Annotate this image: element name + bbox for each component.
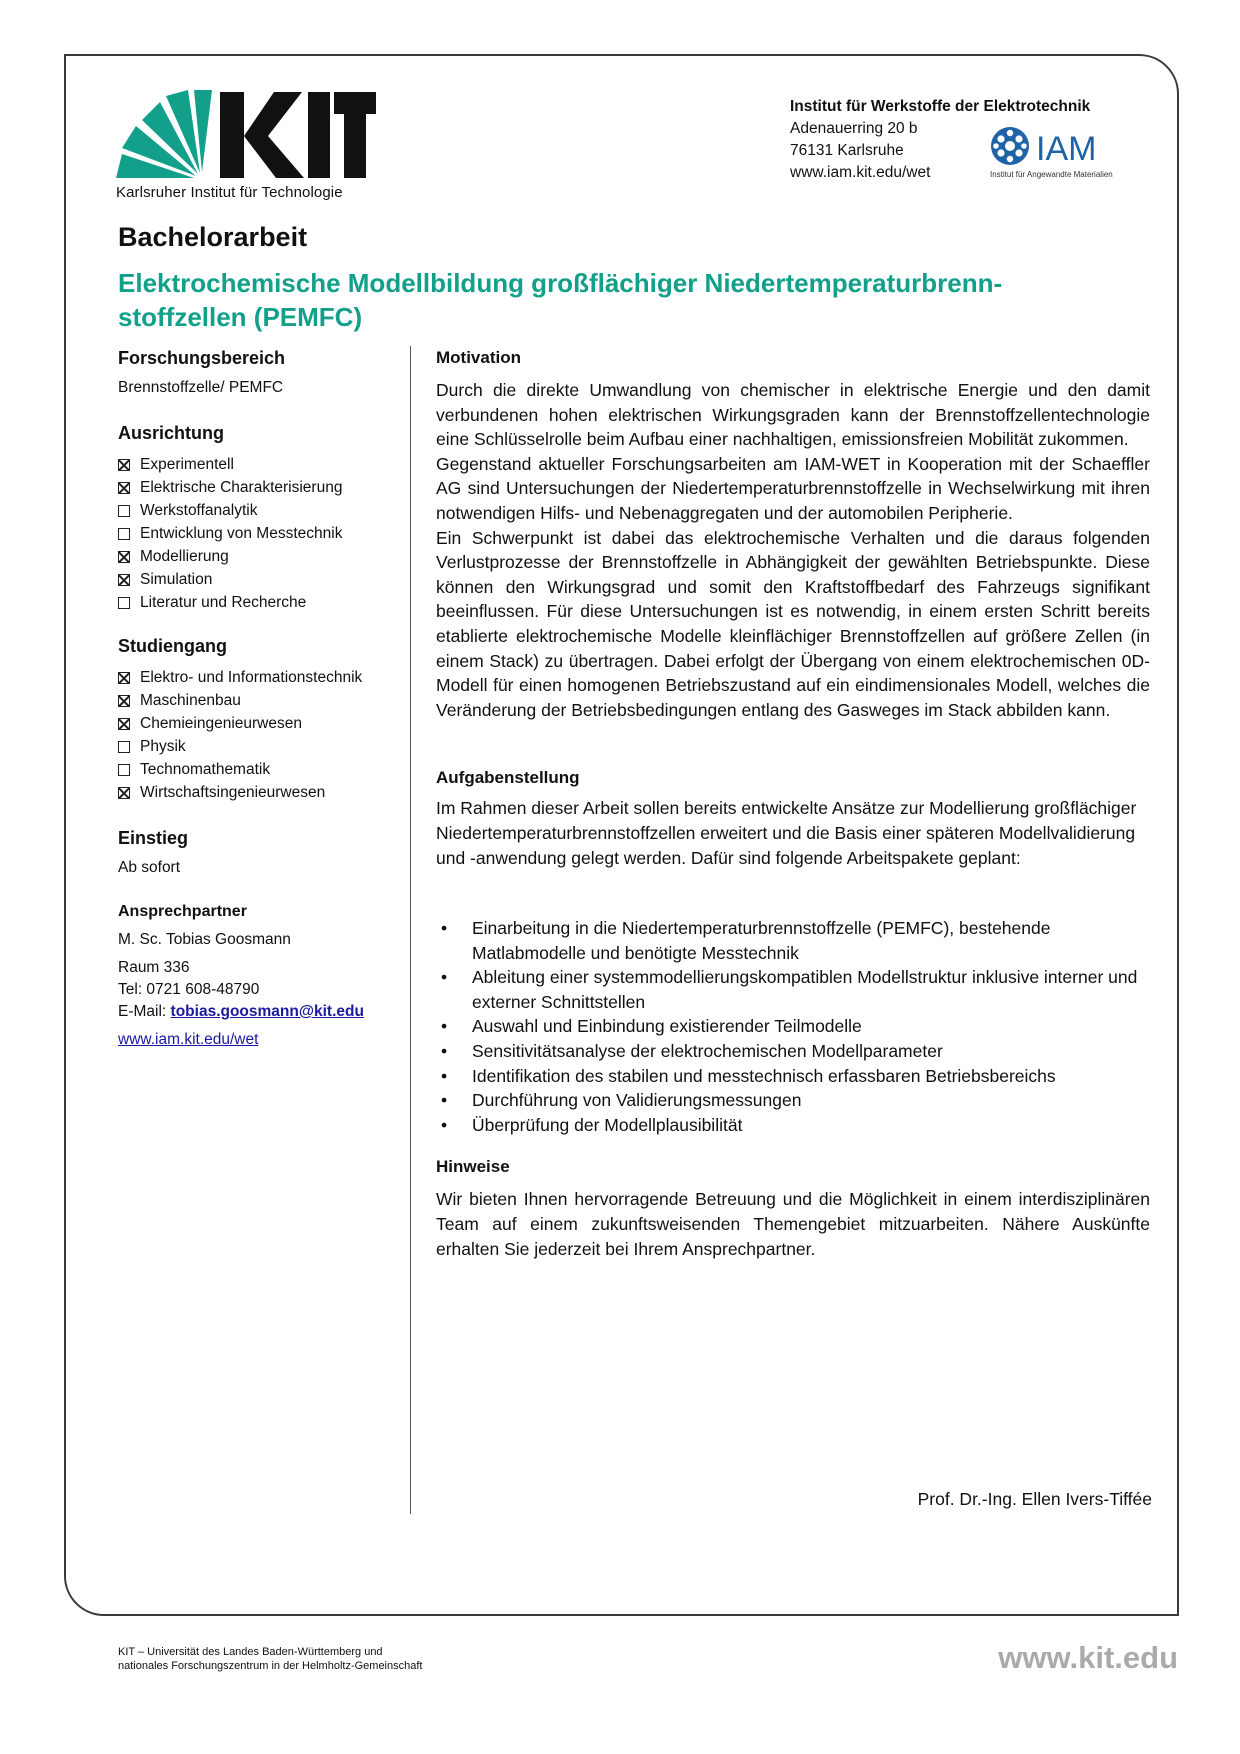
aufgabenstellung-intro: Im Rahmen dieser Arbeit sollen bereits entwickelte Ansätze zur Modellierung großflächiger Niedertemperaturbrennstoffzellen erweitert und die Basis einer späteren Modellvalidierung und -anwendung gelegt werden. Dafür sind folgende Arbeitspakete geplant:	[436, 798, 1137, 868]
studiengang-list	[118, 666, 418, 804]
checkbox-item	[118, 453, 418, 476]
title-line-2: stoffzellen (PEMFC)	[118, 302, 363, 332]
unchecked-box-icon[interactable]	[118, 597, 130, 609]
checkbox-label: Elektro- und Informationstechnik	[140, 668, 363, 686]
motivation-heading: Motivation	[436, 348, 521, 367]
ausrichtung-heading: Ausrichtung	[118, 423, 224, 443]
task-item: • Auswahl und Einbindung existierender Teilmodelle	[436, 1014, 1150, 1039]
checkbox-label: Werkstoffanalytik	[140, 501, 258, 519]
unchecked-box-icon[interactable]	[118, 764, 130, 776]
contact-name: M. Sc. Tobias Goosmann	[118, 931, 291, 948]
task-item: • Identifikation des stabilen und messtechnisch erfassbaren Betriebsbereichs	[436, 1064, 1150, 1089]
kit-logo-subtitle: Karlsruher Institut für Technologie	[116, 184, 343, 201]
task-item: • Sensitivitätsanalyse der elektrochemischen Modellparameter	[436, 1039, 1150, 1064]
checkbox-label: Experimentell	[140, 455, 234, 473]
email-link[interactable]: tobias.goosmann@kit.edu	[170, 1003, 364, 1020]
institute-city: 76131 Karlsruhe	[790, 142, 904, 159]
checkbox-item	[118, 522, 418, 545]
checkbox-label: Chemieingenieurwesen	[140, 714, 302, 732]
hinweise-heading: Hinweise	[436, 1157, 510, 1177]
footer-text	[118, 1645, 422, 1673]
contact-website-row	[118, 1031, 418, 1049]
checkbox-item	[118, 735, 418, 758]
task-item: • Einarbeitung in die Niedertemperaturbrennstoffzelle (PEMFC), bestehende Matlabmodelle und benötigte Messtechnik	[436, 916, 1150, 965]
unchecked-box-icon[interactable]	[118, 528, 130, 540]
checked-box-icon[interactable]	[118, 459, 130, 471]
website-link[interactable]: www.iam.kit.edu/wet	[118, 1031, 259, 1048]
checkbox-label: Simulation	[140, 570, 213, 588]
motivation-body	[436, 378, 1150, 722]
einstieg-heading: Einstieg	[118, 828, 189, 848]
footer-line-1: KIT – Universität des Landes Baden-Württemberg und	[118, 1646, 383, 1658]
ausrichtung-list	[118, 453, 418, 614]
task-list	[436, 916, 1150, 1137]
footer-url[interactable]: www.kit.edu	[998, 1640, 1178, 1675]
contact-room: Raum 336	[118, 959, 190, 976]
checkbox-item	[118, 712, 418, 735]
checkbox-item	[118, 689, 418, 712]
email-label: E-Mail:	[118, 1003, 171, 1020]
task-item: • Überprüfung der Modellplausibilität	[436, 1113, 1150, 1138]
checked-box-icon[interactable]	[118, 672, 130, 684]
checkbox-label: Modellierung	[140, 547, 229, 565]
checked-box-icon[interactable]	[118, 482, 130, 494]
motivation-paragraph: Durch die direkte Umwandlung von chemischer in elektrische Energie und den damit verbundenen hohen elektrischen Wirkungsgraden kann der Brennstoffzellentechnologie eine Schlüsselrolle beim Aufbau einer nachhaltigen, emissionsfreien Mobilität zukommen.	[436, 380, 1150, 450]
checkbox-label: Physik	[140, 737, 186, 755]
signature: Prof. Dr.-Ing. Ellen Ivers-Tiffée	[917, 1489, 1152, 1509]
checkbox-item	[118, 666, 418, 689]
checkbox-label: Technomathematik	[140, 760, 271, 778]
aufgabenstellung-heading: Aufgabenstellung	[436, 768, 580, 788]
checked-box-icon[interactable]	[118, 574, 130, 586]
motivation-paragraph: Ein Schwerpunkt ist dabei das elektrochemische Verhalten und die daraus folgenden Verlustprozesse der Brennstoffzelle in Abhängigkeit der gewählten Betriebspunkte. Diese können den Wirkungsgrad und somit den Kraftstoffbedarf des Fahrzeugs signifikant beeinflussen. Für diese Untersuchungen ist es notwendig, in einem ersten Schritt bereits etablierte elektrochemische Modelle kleinflächiger Brennstoffzellen auf größere Zellen (in einem Stack) zu übertragen. Dabei erfolgt der Übergang von einem elektrochemischen 0D-Modell für einen homogenen Betriebszustand auf ein eindimensionales Modell, welches die Veränderung der Betriebsbedingungen entlang des Gasweges im Stack abbilden kann.	[436, 527, 1150, 720]
iam-logo-subtitle: Institut für Angewandte Materialien	[990, 170, 1113, 179]
motivation-paragraph: Gegenstand aktueller Forschungsarbeiten am IAM-WET in Kooperation mit der Schaeffler AG sind Untersuchungen der Niedertemperaturbrennstoffzelle in Wechselwirkung mit ihren notwendigen Hilfs- und Nebenaggregaten und der automobilen Peripherie.	[436, 453, 1150, 523]
contact-phone: Tel: 0721 608-48790	[118, 981, 260, 998]
checkbox-item	[118, 545, 418, 568]
sidebar	[118, 348, 418, 1049]
document-title	[118, 266, 1138, 334]
studiengang-heading: Studiengang	[118, 636, 227, 656]
checkbox-label: Wirtschaftsingenieurwesen	[140, 783, 326, 801]
checkbox-item	[118, 568, 418, 591]
checkbox-label: Maschinenbau	[140, 691, 241, 709]
checked-box-icon[interactable]	[118, 551, 130, 563]
task-item: • Durchführung von Validierungsmessungen	[436, 1088, 1150, 1113]
forschungsbereich-value: Brennstoffzelle/ PEMFC	[118, 379, 284, 396]
unchecked-box-icon[interactable]	[118, 505, 130, 517]
institute-url[interactable]: www.iam.kit.edu/wet	[790, 164, 931, 181]
institute-street: Adenauerring 20 b	[790, 120, 918, 137]
checked-box-icon[interactable]	[118, 787, 130, 799]
footer-line-2: nationales Forschungszentrum in der Helmholtz-Gemeinschaft	[118, 1660, 423, 1672]
document-type: Bachelorarbeit	[118, 222, 308, 252]
einstieg-value: Ab sofort	[118, 859, 181, 876]
contact-heading: Ansprechpartner	[118, 903, 247, 920]
checkbox-item	[118, 476, 418, 499]
institute-name: Institut für Werkstoffe der Elektrotechnik	[790, 98, 1091, 115]
checkbox-label: Literatur und Recherche	[140, 593, 307, 611]
iam-logo-text: IAM	[1036, 130, 1097, 168]
task-item: • Ableitung einer systemmodellierungskompatiblen Modellstruktur inklusive interner und externer Schnittstellen	[436, 965, 1150, 1014]
title-line-1: Elektrochemische Modellbildung großflächiger Niedertemperaturbrenn-	[118, 268, 1003, 298]
checkbox-label: Entwicklung von Messtechnik	[140, 524, 343, 542]
checkbox-item	[118, 758, 418, 781]
checkbox-item	[118, 781, 418, 804]
checkbox-label: Elektrische Charakterisierung	[140, 478, 343, 496]
contact-email-row	[118, 1003, 418, 1021]
checked-box-icon[interactable]	[118, 695, 130, 707]
hinweise-text: Wir bieten Ihnen hervorragende Betreuung und die Möglichkeit in einem interdisziplinären Team auf einem zukunftsweisenden Themengebiet mitzuarbeiten. Nähere Auskünfte erhalten Sie jederzeit bei Ihrem Ansprechpartner.	[436, 1189, 1150, 1259]
unchecked-box-icon[interactable]	[118, 741, 130, 753]
checked-box-icon[interactable]	[118, 718, 130, 730]
checkbox-item	[118, 499, 418, 522]
checkbox-item	[118, 591, 418, 614]
forschungsbereich-heading: Forschungsbereich	[118, 348, 286, 368]
main-content	[436, 348, 1150, 1261]
